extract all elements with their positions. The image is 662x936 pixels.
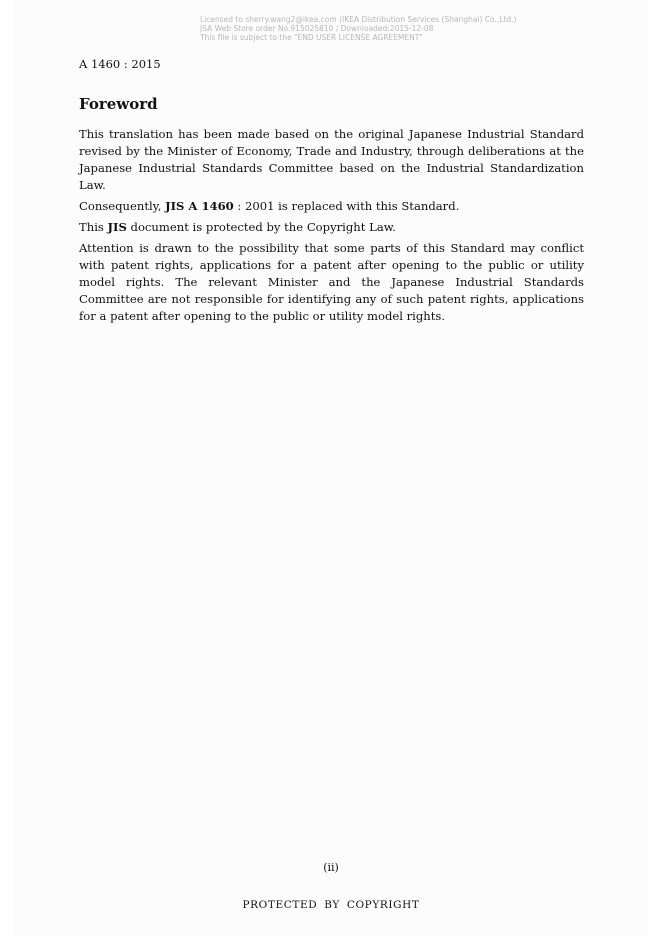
document-id: A 1460 : 2015 <box>79 57 161 71</box>
foreword-heading: Foreword <box>79 95 158 113</box>
watermark-line-license: Licensed to sherry.wang2@ikea.com (IKEA Distribution Services (Shanghai) Co.,Ltd.) <box>200 15 517 24</box>
watermark-line-order: JSA Web Store order No.915025810 / Downloaded:2015-12-08 <box>200 24 434 33</box>
copyright-suffix: document is protected by the Copyright Law. <box>126 220 396 234</box>
watermark-line-agreement: This file is subject to the "END USER LICENSE AGREEMENT" <box>200 33 423 42</box>
replacement-suffix: : 2001 is replaced with this Standard. <box>233 199 460 213</box>
page-number: (ii) <box>323 861 339 874</box>
replacement-prefix: Consequently, <box>79 199 166 213</box>
paragraph-copyright <box>79 219 584 236</box>
replaced-standard-id: JIS A 1460 <box>165 199 234 213</box>
jis-mark: JIS <box>107 220 127 234</box>
paragraph-translation-basis: This translation has been made based on the original Japanese Industrial Standard revised by the Minister of Economy, Trade and Industry, through deliberations at the Japanese Industrial Standards Committee based on the Industrial Standardization Law. <box>79 127 584 192</box>
copyright-footer: PROTECTED BY COPYRIGHT <box>242 899 420 911</box>
foreword-body <box>79 126 584 329</box>
license-watermark <box>200 15 516 42</box>
paragraph-replacement <box>79 198 584 215</box>
paragraph-patent-notice: Attention is drawn to the possibility that some parts of this Standard may conflict with patent rights, applications for a patent after opening to the public or utility model rights. The relevant Minister and the Japanese Industrial Standards Committee are not responsible for identifying any of such patent rights, applications for a patent after opening to the public or utility model rights. <box>79 241 584 323</box>
copyright-prefix: This <box>79 220 108 234</box>
